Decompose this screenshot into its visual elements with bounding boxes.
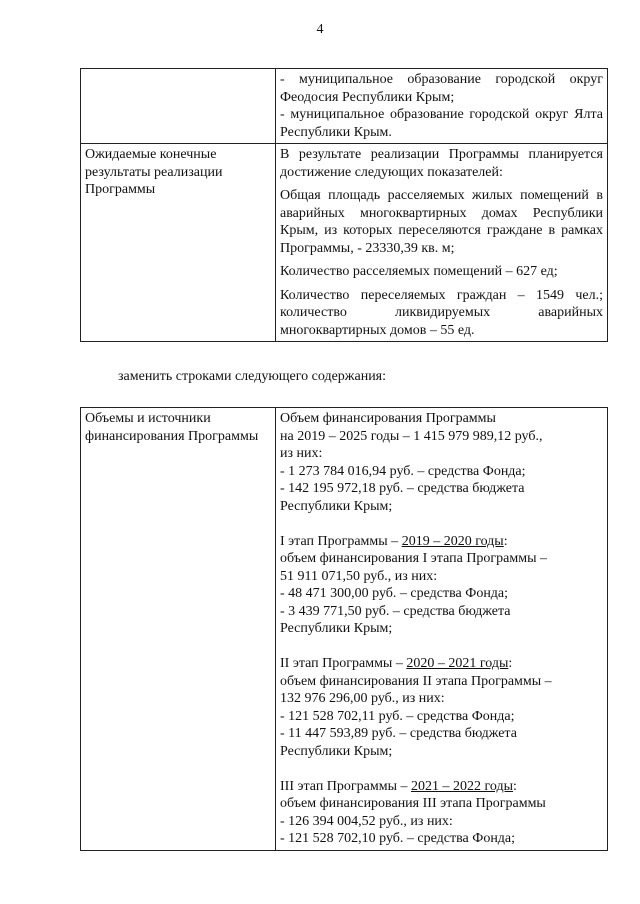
text-line: - 48 471 300,00 руб. – средства Фонда; [280, 586, 509, 601]
table-cell-financing [276, 408, 608, 851]
text-line: - 126 394 004,52 руб., из них: [280, 813, 453, 829]
stage-years: 2020 – 2021 годы [406, 656, 509, 671]
stage-1 [280, 533, 603, 638]
text-line: объем финансирования III этапа Программы [280, 796, 546, 811]
table-row [81, 144, 608, 342]
stage-heading [280, 778, 603, 796]
stage-years: 2021 – 2022 годы [411, 778, 514, 794]
spacer [280, 760, 603, 778]
spacer [280, 515, 603, 533]
row-heading-results: Ожидаемые конечные результаты реализации Программы [81, 144, 276, 342]
text-line: - 121 528 702,10 руб. – средства Фонда; [280, 831, 516, 846]
table-cell-municipalities [276, 69, 608, 144]
text-line: Объем финансирования Программы [280, 411, 496, 426]
text-line: 132 976 296,00 руб., из них: [280, 691, 445, 706]
results-intro: В результате реализации Программы планируется достижение следующих показателей: [280, 147, 603, 180]
text-line: объем финансирования I этапа Программы – [280, 551, 548, 566]
stage-2 [280, 655, 603, 760]
text-line: на 2019 – 2025 годы – 1 415 979 989,12 руб., [280, 428, 543, 444]
stage-prefix: II этап Программы – [280, 656, 407, 671]
stage-suffix: : [503, 533, 508, 549]
replace-instruction: заменить строками следующего содержания: [118, 369, 387, 384]
text-line: - 3 439 771,50 руб. – средства бюджета [280, 603, 511, 619]
list-item: - муниципальное образование городской округ Феодосия Республики Крым; [280, 72, 603, 105]
stage-heading [280, 533, 603, 551]
stage-suffix: : [508, 656, 513, 671]
row-heading-financing: Объемы и источники финансирования Программы [81, 408, 276, 851]
text-line: - 142 195 972,18 руб. – средства бюджета [280, 481, 525, 496]
stage-prefix: I этап Программы – [280, 533, 402, 549]
results-premises: Количество расселяемых помещений – 627 ед; [280, 264, 558, 279]
text-line: - 1 273 784 016,94 руб. – средства Фонда; [280, 463, 526, 479]
table-financing [80, 407, 608, 851]
results-citizens: Количество переселяемых граждан – 1549 чел.; количество ликвидируемых аварийных многоквартирных домов – 55 ед. [280, 287, 603, 338]
text-line: Республики Крым; [280, 621, 393, 636]
table-row [81, 408, 608, 851]
page-number: 4 [316, 22, 324, 37]
text-line: Республики Крым; [280, 498, 393, 514]
results-area: Общая площадь расселяемых жилых помещений в аварийных многоквартирных домах Республики Крым, из которых переселяются граждане в рамках Программы, - 23330,39 кв. м; [280, 188, 603, 256]
text-line: - 11 447 593,89 руб. – средства бюджета [280, 726, 517, 741]
stage-3 [280, 778, 603, 848]
list-item: - муниципальное образование городской округ Ялта Республики Крым. [280, 107, 603, 140]
text-line: объем финансирования II этапа Программы – [280, 673, 552, 689]
stage-prefix: III этап Программы – [280, 778, 411, 794]
text-line: Республики Крым; [280, 743, 393, 759]
spacer [280, 638, 603, 656]
table-row [81, 69, 608, 144]
table-cell-empty [81, 69, 276, 144]
table-continued [80, 68, 608, 342]
stage-heading [280, 655, 603, 673]
financing-intro [280, 410, 603, 515]
stage-suffix: : [513, 778, 517, 794]
text-line: 51 911 071,50 руб., из них: [280, 568, 438, 584]
stage-years: 2019 – 2020 годы [401, 533, 504, 549]
table-cell-results [276, 144, 608, 342]
text-line: - 121 528 702,11 руб. – средства Фонда; [280, 708, 515, 724]
text-line: из них: [280, 446, 323, 461]
